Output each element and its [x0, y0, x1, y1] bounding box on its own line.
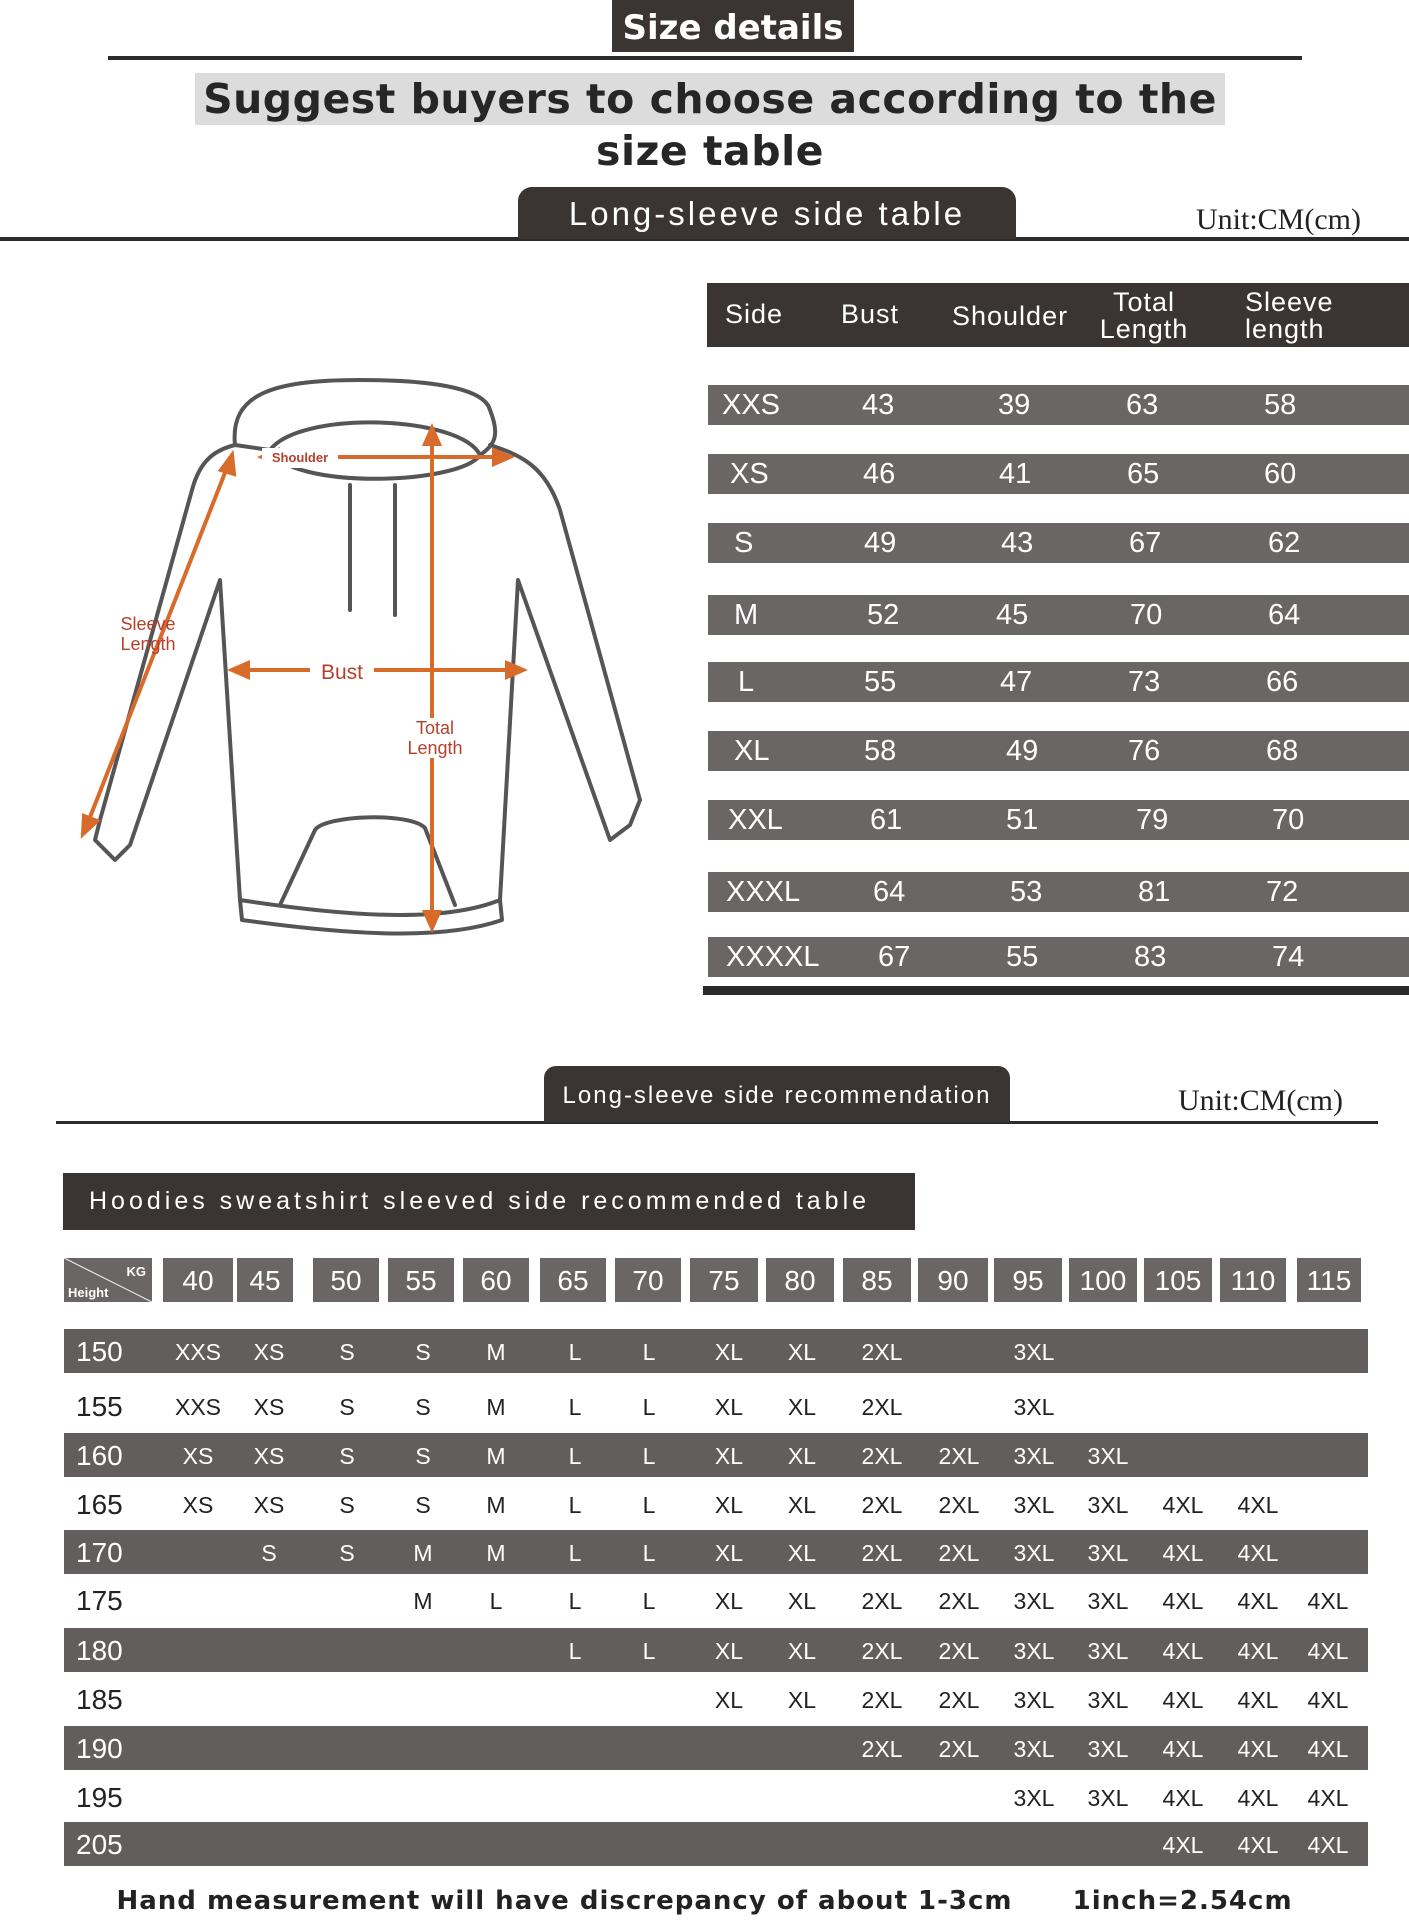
size-cell: XS: [182, 1492, 214, 1518]
pocket: [280, 817, 455, 905]
size-cell: XL: [787, 1588, 817, 1614]
total-length-value: 67: [1129, 527, 1162, 559]
size-cell: XS: [253, 1443, 285, 1469]
height-kg-corner: [64, 1258, 152, 1302]
size-cell: XL: [787, 1638, 817, 1664]
bust-value: 52: [867, 599, 900, 631]
total-length-value: 83: [1134, 941, 1167, 973]
size-row: [708, 662, 1409, 702]
size-cell: 4XL: [1162, 1832, 1204, 1858]
size-cell: M: [413, 1540, 433, 1566]
size-cell: 2XL: [938, 1588, 980, 1614]
weight-header-85: 85: [843, 1258, 911, 1302]
size-cell: XL: [787, 1492, 817, 1518]
size-row: [708, 872, 1409, 912]
weight-header-100: 100: [1069, 1258, 1137, 1302]
weight-header-75: 75: [690, 1258, 758, 1302]
corner-kg-label: KG: [126, 1264, 146, 1279]
height-label: 185: [76, 1684, 123, 1715]
bust-value: 55: [864, 666, 897, 698]
size-cell: L: [642, 1588, 656, 1614]
size-cell: 4XL: [1307, 1588, 1349, 1614]
size-cell: 4XL: [1307, 1785, 1349, 1811]
size-label: XXL: [728, 804, 783, 836]
sleeve-length-value: 74: [1272, 941, 1305, 973]
sleeve-length-arrowhead-top: [221, 455, 234, 474]
size-cell: S: [339, 1540, 355, 1566]
weight-header-95: 95: [994, 1258, 1062, 1302]
recommendation-section-title: [63, 1173, 915, 1230]
size-cell: 2XL: [938, 1638, 980, 1664]
size-cell: 2XL: [861, 1540, 903, 1566]
recommendation-row: [64, 1578, 1368, 1622]
size-cell: 2XL: [938, 1443, 980, 1469]
size-cell: XS: [253, 1394, 285, 1420]
hood-outline: [235, 380, 496, 455]
size-cell: 4XL: [1162, 1785, 1204, 1811]
size-cell: 2XL: [938, 1540, 980, 1566]
size-cell: S: [415, 1492, 431, 1518]
size-cell: 3XL: [1087, 1443, 1129, 1469]
size-cell: L: [642, 1492, 656, 1518]
size-cell: L: [642, 1443, 656, 1469]
size-cell: 3XL: [1013, 1492, 1055, 1518]
size-cell: 3XL: [1013, 1339, 1055, 1365]
size-cell: M: [486, 1443, 506, 1469]
size-cell: 4XL: [1307, 1736, 1349, 1762]
size-cell: 3XL: [1087, 1687, 1129, 1713]
shoulder-value: 41: [999, 458, 1032, 490]
size-cell: 4XL: [1237, 1638, 1279, 1664]
size-label: XS: [730, 458, 769, 490]
size-cell: 4XL: [1162, 1687, 1204, 1713]
size-cell: 2XL: [861, 1736, 903, 1762]
sleeve-length-value: 72: [1266, 876, 1299, 908]
recommendation-row: [64, 1482, 1368, 1526]
recommendation-row: [64, 1775, 1368, 1819]
total-length-value: 81: [1138, 876, 1171, 908]
weight-header-45: 45: [237, 1258, 293, 1302]
shoulder-value: 43: [1001, 527, 1034, 559]
height-label: 160: [76, 1440, 123, 1471]
size-cell: S: [339, 1492, 355, 1518]
size-cell: XL: [714, 1443, 744, 1469]
shoulder-label: Shoulder: [262, 448, 338, 468]
recommendation-row: [64, 1726, 1368, 1770]
size-cell: 3XL: [1087, 1638, 1129, 1664]
size-cell: 3XL: [1087, 1588, 1129, 1614]
size-cell: XL: [787, 1339, 817, 1365]
weight-header-115: 115: [1297, 1258, 1361, 1302]
size-cell: XXS: [174, 1339, 222, 1365]
sleeve-length-value: 60: [1264, 458, 1297, 490]
size-cell: S: [339, 1339, 355, 1365]
size-cell: 4XL: [1162, 1492, 1204, 1518]
col-total-length: Total Length: [1099, 287, 1189, 344]
size-table-header: [707, 283, 1409, 347]
size-row: [708, 595, 1409, 635]
size-cell: 2XL: [861, 1687, 903, 1713]
total-length-value: 65: [1127, 458, 1160, 490]
size-cell: L: [489, 1588, 503, 1614]
recommendation-tab-label: Long-sleeve side recommendation table: [562, 1082, 992, 1169]
size-row: [708, 731, 1409, 771]
size-cell: 3XL: [1013, 1540, 1055, 1566]
weight-header-50: 50: [313, 1258, 379, 1302]
recommendation-row: [64, 1384, 1368, 1428]
col-shoulder: Shoulder: [952, 301, 1069, 331]
size-cell: M: [486, 1492, 506, 1518]
sleeve-length-value: 70: [1272, 804, 1305, 836]
recommendation-row: [64, 1628, 1368, 1672]
recommendation-unit: Unit:CM(cm): [1178, 1084, 1343, 1117]
size-cell: 2XL: [861, 1394, 903, 1420]
size-row: [708, 454, 1409, 494]
sleeve-length-value: 58: [1264, 389, 1297, 421]
size-cell: 4XL: [1162, 1588, 1204, 1614]
size-label: XXS: [722, 389, 781, 421]
size-cell: XL: [714, 1339, 744, 1365]
shoulder-value: 49: [1006, 735, 1039, 767]
size-cell: XL: [714, 1540, 744, 1566]
size-cell: L: [568, 1588, 582, 1614]
total-length-arrowhead-bottom: [425, 912, 439, 928]
size-cell: 4XL: [1237, 1687, 1279, 1713]
page-subtitle: Suggest buyers to choose according to the size table: [195, 73, 1225, 125]
size-cell: M: [486, 1394, 506, 1420]
size-cell: S: [339, 1394, 355, 1420]
size-label: XXXL: [726, 876, 801, 908]
size-row: [708, 937, 1409, 977]
size-cell: XL: [714, 1638, 744, 1664]
height-label: 150: [76, 1336, 123, 1367]
size-label: L: [738, 666, 755, 698]
recommendation-row: [64, 1530, 1368, 1574]
footer-discrepancy: Hand measurement will have discrepancy of about 1-3cm: [116, 1886, 1013, 1916]
size-cell: S: [415, 1394, 431, 1420]
bust-value: 58: [864, 735, 897, 767]
size-cell: 2XL: [861, 1492, 903, 1518]
height-label: 165: [76, 1489, 123, 1520]
col-bust: Bust: [841, 299, 900, 329]
footer-note: [0, 1886, 1409, 1916]
sleeve-length-value: 64: [1268, 599, 1301, 631]
size-cell: L: [568, 1443, 582, 1469]
size-cell: S: [261, 1540, 277, 1566]
size-cell: 4XL: [1162, 1736, 1204, 1762]
size-cell: 3XL: [1013, 1687, 1055, 1713]
size-cell: L: [568, 1339, 582, 1365]
size-cell: 4XL: [1237, 1492, 1279, 1518]
size-cell: M: [486, 1540, 506, 1566]
size-cell: L: [642, 1638, 656, 1664]
size-table-tab: [518, 187, 1016, 239]
total-length-value: 79: [1136, 804, 1169, 836]
bust-value: 64: [873, 876, 906, 908]
size-table-bottom-rule: [703, 986, 1409, 995]
recommendation-row: [64, 1329, 1368, 1373]
bust-value: 43: [862, 389, 895, 421]
size-cell: L: [568, 1394, 582, 1420]
size-cell: 4XL: [1307, 1832, 1349, 1858]
sleeve-length-value: 66: [1266, 666, 1299, 698]
shoulder-value: 55: [1006, 941, 1039, 973]
bust-arrowhead-right: [507, 663, 523, 677]
size-cell: XL: [714, 1492, 744, 1518]
size-cell: L: [642, 1394, 656, 1420]
shoulder-value: 51: [1006, 804, 1039, 836]
size-cell: XL: [714, 1588, 744, 1614]
col-side: Side: [725, 299, 784, 329]
height-label: 170: [76, 1537, 123, 1568]
total-length-value: 76: [1128, 735, 1161, 767]
size-cell: L: [642, 1540, 656, 1566]
weight-header-40: 40: [163, 1258, 233, 1302]
size-row: [708, 385, 1409, 425]
size-cell: 2XL: [861, 1588, 903, 1614]
size-cell: 2XL: [938, 1736, 980, 1762]
size-cell: XS: [253, 1492, 285, 1518]
size-cell: 2XL: [861, 1443, 903, 1469]
shoulder-value: 39: [998, 389, 1031, 421]
sleeve-length-value: 62: [1268, 527, 1301, 559]
size-cell: 4XL: [1237, 1540, 1279, 1566]
size-cell: 3XL: [1087, 1785, 1129, 1811]
size-cell: 3XL: [1013, 1736, 1055, 1762]
size-table-tab-label: Long-sleeve side table: [568, 195, 966, 232]
size-cell: XL: [787, 1687, 817, 1713]
size-cell: 3XL: [1087, 1540, 1129, 1566]
size-cell: 4XL: [1162, 1540, 1204, 1566]
footer-conversion: 1inch=2.54cm: [1072, 1886, 1293, 1916]
sleeve-length-arrowhead-bottom: [83, 816, 97, 834]
size-cell: 3XL: [1013, 1443, 1055, 1469]
size-cell: L: [642, 1339, 656, 1365]
size-cell: 4XL: [1162, 1638, 1204, 1664]
height-label: 175: [76, 1585, 123, 1616]
size-cell: L: [568, 1638, 582, 1664]
height-label: 155: [76, 1391, 123, 1422]
total-length-value: 73: [1128, 666, 1161, 698]
recommendation-section-label: Hoodies sweatshirt sleeved side recommended table: [89, 1187, 871, 1215]
size-cell: L: [568, 1492, 582, 1518]
size-cell: 2XL: [861, 1638, 903, 1664]
size-label: XL: [734, 735, 770, 767]
recommendation-row: [64, 1677, 1368, 1721]
height-label: 180: [76, 1635, 123, 1666]
weight-header-90: 90: [918, 1258, 988, 1302]
col-sleeve-length: Sleeve length: [1245, 287, 1334, 344]
size-cell: 3XL: [1013, 1394, 1055, 1420]
total-length-value: 70: [1130, 599, 1163, 631]
recommendation-tab: [544, 1066, 1010, 1169]
height-label: 190: [76, 1733, 123, 1764]
size-cell: XXS: [174, 1394, 222, 1420]
weight-header-65: 65: [540, 1258, 606, 1302]
weight-header-60: 60: [463, 1258, 529, 1302]
weight-header-110: 110: [1220, 1258, 1286, 1302]
bust-arrowhead-left: [232, 663, 248, 677]
sleeve-length-label: Sleeve Length: [120, 614, 176, 654]
size-cell: 2XL: [938, 1492, 980, 1518]
size-row: [708, 523, 1409, 563]
size-cell: L: [568, 1540, 582, 1566]
size-cell: 3XL: [1087, 1492, 1129, 1518]
bust-value: 61: [870, 804, 903, 836]
size-cell: XL: [787, 1540, 817, 1566]
size-cell: XL: [714, 1687, 744, 1713]
size-cell: 2XL: [861, 1339, 903, 1365]
size-cell: XL: [714, 1394, 744, 1420]
size-cell: 3XL: [1013, 1638, 1055, 1664]
size-cell: S: [415, 1443, 431, 1469]
size-row: [708, 800, 1409, 840]
size-label: XXXXL: [726, 941, 820, 973]
size-cell: 2XL: [938, 1687, 980, 1713]
total-length-value: 63: [1126, 389, 1159, 421]
bust-label: Bust: [310, 660, 374, 686]
height-label: 195: [76, 1782, 123, 1813]
recommendation-row: [64, 1433, 1368, 1477]
height-label: 205: [76, 1829, 123, 1860]
size-cell: 3XL: [1087, 1736, 1129, 1762]
size-cell: 4XL: [1237, 1736, 1279, 1762]
weight-header-70: 70: [615, 1258, 681, 1302]
size-cell: M: [413, 1588, 433, 1614]
size-cell: 3XL: [1013, 1785, 1055, 1811]
bust-value: 49: [864, 527, 897, 559]
weight-header-55: 55: [388, 1258, 454, 1302]
size-cell: S: [339, 1443, 355, 1469]
total-length-label: Total Length: [400, 718, 470, 758]
weight-header-80: 80: [766, 1258, 834, 1302]
size-label: M: [734, 599, 759, 631]
size-cell: XS: [182, 1443, 214, 1469]
size-cell: S: [415, 1339, 431, 1365]
size-cell: 4XL: [1237, 1785, 1279, 1811]
page-title: Size details: [612, 0, 854, 52]
recommendation-row: [64, 1822, 1368, 1866]
weight-header-105: 105: [1144, 1258, 1212, 1302]
header-rule: [108, 56, 1302, 60]
size-cell: 3XL: [1013, 1588, 1055, 1614]
size-cell: 4XL: [1237, 1588, 1279, 1614]
shoulder-value: 45: [996, 599, 1029, 631]
size-cell: 4XL: [1307, 1687, 1349, 1713]
bust-value: 67: [878, 941, 911, 973]
size-cell: XS: [253, 1339, 285, 1365]
size-cell: 4XL: [1307, 1638, 1349, 1664]
corner-height-label: Height: [68, 1285, 109, 1300]
size-label: S: [734, 527, 754, 559]
shoulder-value: 53: [1010, 876, 1043, 908]
size-table-unit: Unit:CM(cm): [1196, 203, 1361, 236]
size-cell: XL: [787, 1443, 817, 1469]
size-cell: M: [486, 1339, 506, 1365]
bust-value: 46: [863, 458, 896, 490]
sleeve-length-value: 68: [1266, 735, 1299, 767]
size-cell: XL: [787, 1394, 817, 1420]
shoulder-value: 47: [1000, 666, 1033, 698]
size-cell: 4XL: [1237, 1832, 1279, 1858]
